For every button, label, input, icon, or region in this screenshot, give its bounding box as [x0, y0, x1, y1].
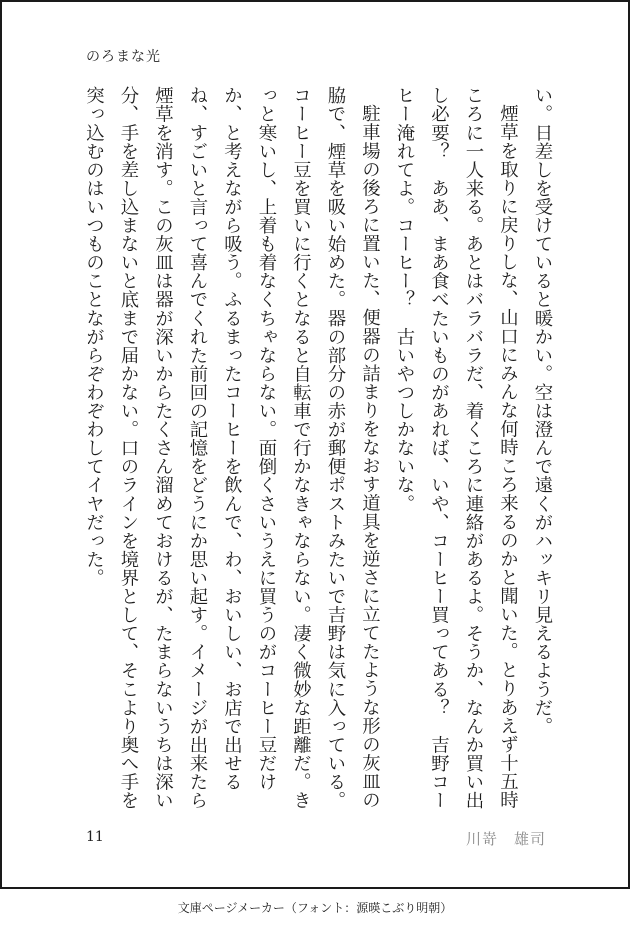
- paragraph-2: 煙草を取りに戻りしな、山口にみんな何時ころ来るのかと聞いた。とりあえず十五時ころに一人来る。あとはバラバラだ、着くころに連絡があるよ。そうか、なんか買い出し必要？ ああ、まあ食べたいものがあれば、いや、コーヒー買ってある？ 吉野コーヒー淹れてよ。コーヒー？ 古いやつしかないな。: [394, 86, 519, 810]
- paragraph-1: い。日差しを受けていると暖かい。空は澄んで遠くがハッキリ見えるようだ。: [532, 86, 553, 736]
- running-header-title: のろまな光: [86, 49, 161, 65]
- app-credit: 文庫ページメーカー（フォント：源暎こぶり明朝）: [177, 901, 453, 915]
- page-number: 11: [86, 829, 104, 845]
- paragraph-3: 駐車場の後ろに置いた、便器の詰まりをなおす道具を逆さに立てたような形の灰皿の脇で、煙草を吸い始めた。器の部分の赤が郵便ポストみたいで吉野は気に入っている。コーヒー豆を買いに行くとなると自転車で行かなきゃならない。凄く微妙な距離だ。きっと寒いし、上着も着なくちゃならない。面倒くさいうえに買うのがコーヒー豆だけか、と考えながら吸う。ふるまったコーヒーを飲んで、わ、おいしい、お店で出せるね、すごいと言って喜んでくれた前回の記憶をどうにか思い起す。イメージが出来たら煙草を消す。この灰皿は器が深いからたくさん溜めておけるが、たまらないうちは深い分、手を差し込まないと底まで届かない。口のラインを境界として、そこより奥へ手を突っ込むのはいつものことながらぞわぞわしてイヤだった。: [83, 86, 381, 810]
- author-name: 川嵜 雄司: [465, 830, 546, 848]
- vertical-body-text: [76, 86, 559, 816]
